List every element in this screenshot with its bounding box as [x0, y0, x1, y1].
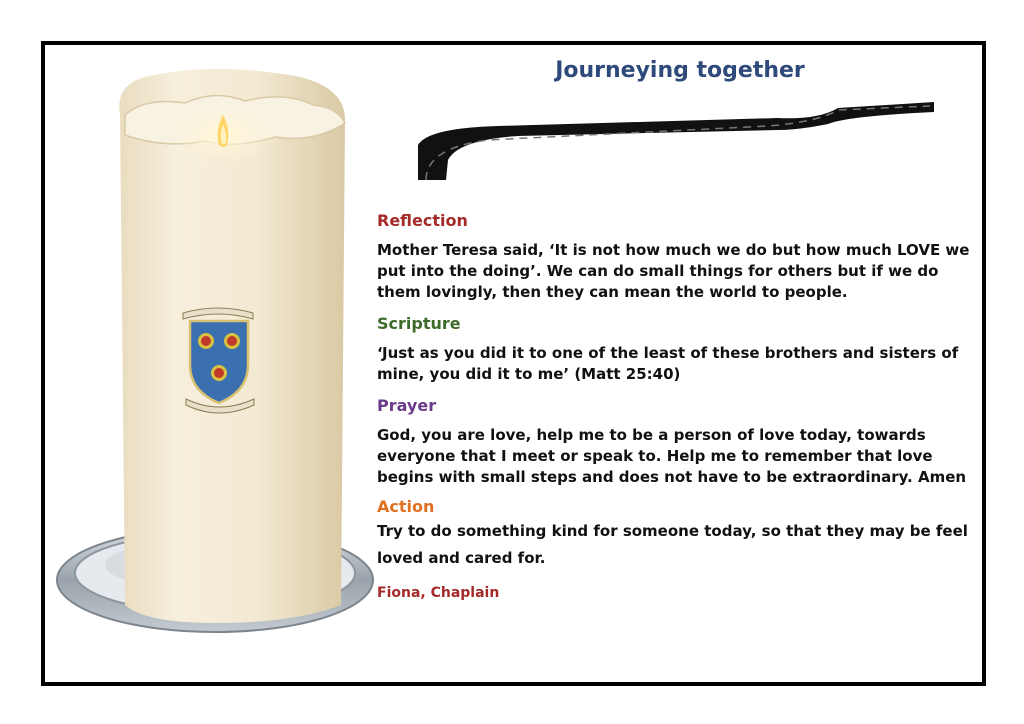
- page-title: Journeying together: [555, 58, 805, 83]
- action-text: Try to do something kind for someone today, so that they may be feel loved and cared for.: [377, 522, 968, 567]
- prayer-text: God, you are love, help me to be a person of love today, towards everyone that I meet or speak to. Help me to remember that love begins with small steps and does not have to be extraordinary. Amen: [377, 426, 967, 486]
- candle-image: [45, 45, 385, 675]
- devotional-content: [377, 210, 979, 604]
- action-heading: Action: [377, 497, 435, 516]
- reflection-heading: Reflection: [377, 211, 468, 230]
- signature: Fiona, Chaplain: [377, 585, 500, 601]
- reflection-text: Mother Teresa said, ‘It is not how much we do but how much LOVE we put into the doing’. We can do small things for others but if we do them lovingly, then they can mean the world to people.: [377, 241, 970, 301]
- scripture-text: ‘Just as you did it to one of the least of these brothers and sisters of mine, you did it to me’ (Matt 25:40): [377, 344, 959, 383]
- road-graphic: [418, 100, 938, 182]
- scripture-heading: Scripture: [377, 314, 461, 333]
- prayer-heading: Prayer: [377, 396, 437, 415]
